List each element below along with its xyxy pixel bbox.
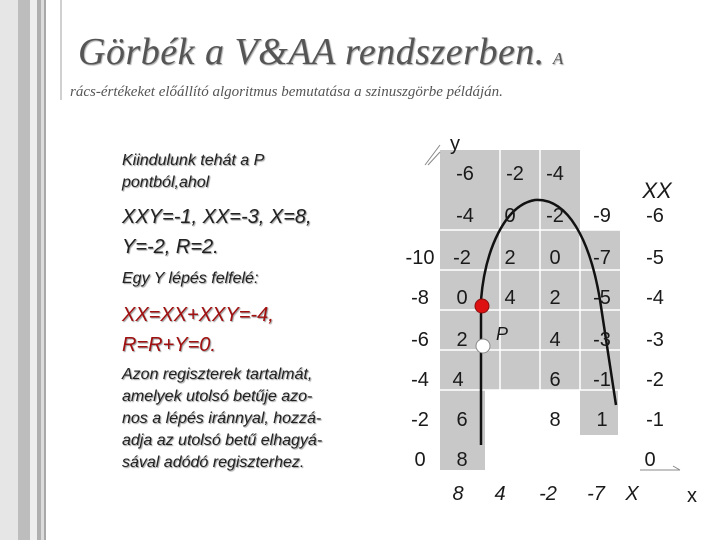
step-label: Egy Y lépés felfelé: [122, 270, 259, 287]
grid-cell-value: -2 [411, 409, 429, 431]
grid-cell-value: 2 [549, 287, 561, 309]
point-red-marker [475, 299, 489, 313]
description-line-5: sával adódó regiszterhez. [122, 454, 305, 471]
x-axis-label: x [687, 485, 697, 507]
grid-cell-value: -3 [593, 329, 611, 351]
grid-cell-value: -3 [646, 329, 664, 351]
grid-cell-value: -2 [453, 247, 471, 269]
grid-cell-value: 8 [456, 449, 468, 471]
grid-cell-value: -1 [646, 409, 664, 431]
grid-cell-value: -4 [411, 369, 429, 391]
grid-cell-value: 1 [596, 409, 608, 431]
grid-cell-value: -2 [506, 163, 524, 185]
xx-axis-label: XX [642, 178, 672, 203]
grid-cell-value: -6 [411, 329, 429, 351]
slide-title: Görbék a V&AA rendszerben. A [78, 31, 564, 73]
grid-cell-value: -4 [546, 163, 564, 185]
grid-cell-value: -6 [646, 205, 664, 227]
grid-cell-value: 0 [456, 287, 468, 309]
grid-cell-value: 0 [549, 247, 561, 269]
grid-cell-value: -10 [405, 247, 435, 269]
grid-cell-value: -5 [646, 247, 664, 269]
point-p-label: P [495, 324, 509, 344]
grid-cell-value: -5 [593, 287, 611, 309]
description-line-3: nos a lépés iránnyal, hozzá- [122, 410, 322, 427]
grid-cell-value: -8 [411, 287, 429, 309]
grid-cell-value: 0 [644, 449, 656, 471]
slide-subtitle: rács-értékeket előállító algoritmus bemutatása a szinuszgörbe példáján. [70, 84, 503, 100]
grid-cell-value: 6 [456, 409, 468, 431]
grid-cell-value: 4 [452, 369, 464, 391]
grid-cell-value: -7 [587, 483, 605, 505]
variables-line-1: XXY=-1, XX=-3, X=8, [122, 206, 312, 228]
intro-line-1: Kiindulunk tehát a P [122, 152, 265, 169]
grid-cell-value: -2 [546, 205, 564, 227]
grid-cell-value: 4 [494, 483, 506, 505]
description-line-4: adja az utolsó betű elhagyá- [122, 432, 323, 449]
grid-cell-value: -4 [456, 205, 474, 227]
description-line-2: amelyek utolsó betűje azo- [122, 388, 313, 405]
grid-cell-value: 2 [456, 329, 468, 351]
intro-line-2: pontból,ahol [122, 174, 210, 191]
grid-cell-value: 0 [414, 449, 426, 471]
grid-cell-value: -2 [646, 369, 664, 391]
grid-cell-value: 4 [549, 329, 561, 351]
grid-cell-value: -7 [593, 247, 611, 269]
grid-cell-value: -1 [593, 369, 611, 391]
grid-cell-value: 2 [504, 247, 516, 269]
y-axis-label: y [450, 133, 460, 155]
grid-cell-value: -6 [456, 163, 474, 185]
update-line-2: R=R+Y=0. [122, 334, 216, 356]
grid-cell-value: -4 [646, 287, 664, 309]
grid-cell-value: 8 [549, 409, 561, 431]
grid-cell-value: -2 [539, 483, 557, 505]
point-p-marker [476, 339, 490, 353]
description-line-1: Azon regiszterek tartalmát, [122, 366, 313, 383]
grid-cell-value: 8 [452, 483, 464, 505]
grid-cell-value: 4 [504, 287, 516, 309]
grid-cell-value: 6 [549, 369, 561, 391]
grid-cell-value: X [625, 483, 639, 505]
variables-line-2: Y=-2, R=2. [122, 236, 219, 258]
grid-cell-value: 0 [504, 205, 516, 227]
update-line-1: XX=XX+XXY=-4, [122, 304, 274, 326]
grid-cell-value: -9 [593, 205, 611, 227]
